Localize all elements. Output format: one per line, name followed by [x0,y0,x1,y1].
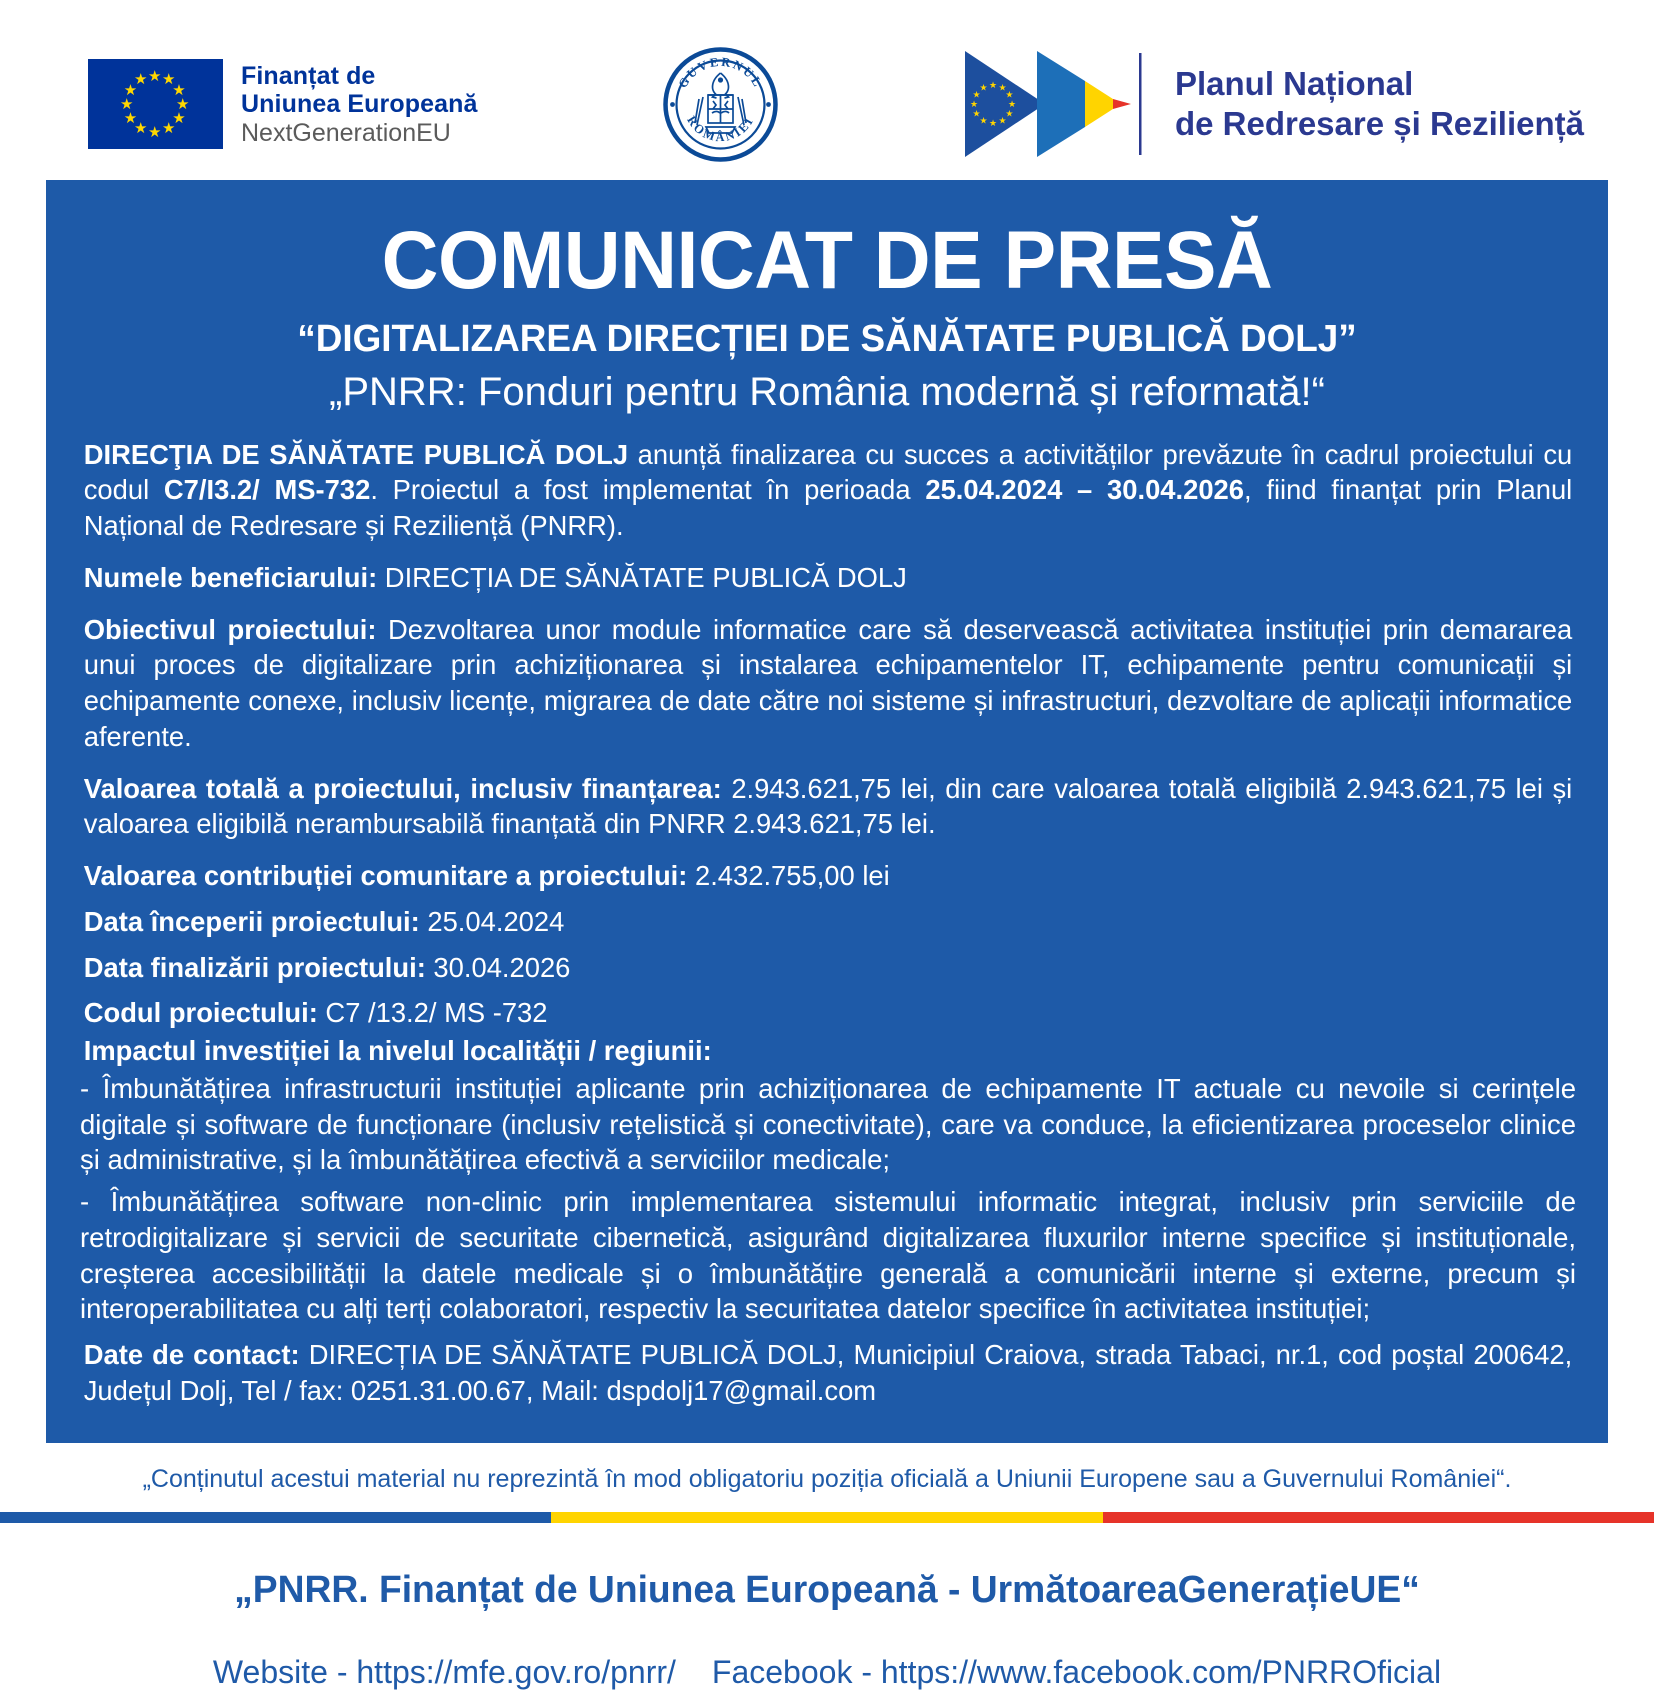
pnrr-logo-line1: Planul Național [1174,64,1414,102]
eu-logo-line2: Uniunea Europeană [241,89,478,118]
slogan-subtitle: „PNRR: Fonduri pentru România modernă și reformată!“ [329,369,1325,414]
impact-bullet-2: - Îmbunătățirea software non-clinic prin implementarea sistemului informatic integrat, inclusiv prin serviciile de retrodigitalizare și servicii de securitate cibernetică, asigurând digitalizarea fluxurilor interne specifice și instituționale, creșterea accesibilității la datele medicale și o îmbunătățire generală a comunicării interne și externe, precum și interoperabilitatea cu alți terți colaboratori, respectiv la securitatea datelor specifice în activitatea instituției; [80,1186,1576,1325]
start-date-label: Data începerii proiectului: [83,905,420,937]
community-contribution-label: Valoarea contribuției comunitare a proiectului: [83,860,688,892]
end-date-row [84,950,1573,986]
eu-star-icon: ★ [120,95,134,113]
intro-period: 25.04.2024 – 30.04.2026 [925,474,1244,506]
facebook-link[interactable]: Facebook - https://www.facebook.com/PNRROficial [711,1653,1442,1690]
eu-star-icon: ★ [162,71,176,89]
eu-star-icon: ★ [134,119,148,137]
eu-funding-logo [88,59,477,149]
community-contribution-row [84,858,1573,894]
svg-text:ROMÂNIEI: ROMÂNIEI [683,112,757,144]
tricolor-yellow [551,1512,1102,1523]
romanian-government-seal-icon [663,47,778,162]
contact-value: DIRECȚIA DE SĂNĂTATE PUBLICĂ DOLJ, Municipiul Craiova, strada Tabaci, nr.1, cod poștal 200642, Județul Dolj, Tel / fax: 0251.31.00.67, Mail: dspdolj17@gmail.com [83,1339,1573,1406]
total-value-label: Valoarea totală a proiectului, inclusiv finanțarea: [83,772,722,804]
svg-text:★: ★ [979,82,988,93]
project-code-label: Codul proiectului: [83,997,318,1029]
community-contribution-value: 2.432.755,00 lei [687,860,890,892]
beneficiary-value: DIRECȚIA DE SĂNĂTATE PUBLICĂ DOLJ [377,561,907,593]
eu-star-icon: ★ [123,109,138,127]
intro-org: DIRECŢIA DE SĂNĂTATE PUBLICĂ DOLJ [83,438,629,470]
svg-text:GUVERNUL: GUVERNUL [675,54,766,91]
project-code-row [84,995,1573,1031]
project-code-value: C7 /13.2/ MS -732 [317,997,548,1029]
start-date-value: 25.04.2024 [419,905,565,937]
eu-star-icon: ★ [148,67,162,85]
end-date-label: Data finalizării proiectului: [83,951,426,983]
svg-text:★: ★ [1005,89,1014,100]
eu-logo-text [241,62,477,147]
tricolor-red [1103,1512,1654,1523]
tricolor-blue [0,1512,551,1523]
contact-row [84,1337,1573,1409]
intro-text2: . Proiectul a fost implementat în perioada [370,474,926,506]
eu-star-icon: ★ [148,123,162,141]
objective-value: Dezvoltarea unor module informatice care să deservească activitatea instituției prin demararea unui proces de digitalizare prin achiziționarea și instalarea echipamentelor IT, echipamente pentru comunicații și echipamente conexe, inclusiv licențe, migrarea de date către noi sisteme și infrastructuri, dezvoltare de aplicații informatice aferente. [83,613,1573,752]
disclaimer-text: „Conținutul acestui material nu reprezintă în mod obligatoriu poziția oficială a Uniunii Europene sau a Guvernului României“. [142,1464,1512,1493]
eu-star-icon: ★ [176,95,190,113]
svg-text:★: ★ [988,118,998,128]
website-link[interactable]: Website - https://mfe.gov.ro/pnrr/ [212,1653,676,1690]
eu-star-icon: ★ [123,81,138,99]
total-value-value: 2.943.621,75 lei, din care valoarea totală eligibilă 2.943.621,75 lei și valoarea eligibilă nerambursabilă finanțată din PNRR 2.943.621,75 lei. [83,772,1573,840]
page-title: COMUNICAT DE PRESĂ [381,215,1273,306]
pnrr-logo-line2: de Redresare și Reziliență [1174,105,1584,142]
intro-text3: , fiind finanțat prin Planul Național de Redresare și Reziliență (PNRR). [83,474,1573,542]
impact-label: Impactul investiției la nivelul localității / regiunii: [83,1035,712,1067]
announcement-panel [46,180,1608,1443]
end-date-value: 30.04.2026 [425,951,571,983]
footer-links [0,1654,1654,1691]
intro-text1: anunță finalizarea cu succes a activităților prevăzute în cadrul proiectului cu codul [83,438,1573,506]
logo-header [0,0,1654,180]
eu-star-icon: ★ [172,109,186,127]
svg-text:★: ★ [979,115,988,126]
intro-code: C7/I3.2/ MS-732 [163,474,371,506]
project-name-subtitle: “DIGITALIZAREA DIRECȚIEI DE SĂNĂTATE PUBLICĂ DOLJ” [297,318,1357,360]
start-date-row [84,904,1573,940]
pnrr-logo [963,49,1584,159]
intro-paragraph [84,437,1573,544]
objective-label: Obiectivul proiectului: [83,613,377,645]
svg-text:★: ★ [1005,108,1014,119]
svg-text:★: ★ [969,99,979,109]
objective-row [84,612,1573,755]
footer-title: „PNRR. Finanțat de Uniunea Europeană - UrmătoareaGenerațieUE“ [234,1568,1420,1611]
beneficiary-label: Numele beneficiarului: [83,561,378,593]
impact-heading [84,1033,1573,1069]
svg-text:★: ★ [998,82,1007,93]
beneficiary-row [84,560,1573,596]
eu-star-icon: ★ [162,119,176,137]
eu-logo-line3: NextGenerationEU [241,118,451,147]
eu-flag-icon [88,59,223,149]
contact-label: Date de contact: [83,1339,300,1371]
svg-text:★: ★ [988,80,998,90]
svg-text:★: ★ [998,115,1007,126]
svg-text:★: ★ [972,89,981,100]
svg-text:★: ★ [972,108,981,119]
panel-body [46,437,1608,1409]
eu-star-icon: ★ [134,71,148,89]
svg-text:★: ★ [1007,99,1017,109]
romanian-tricolor-divider [0,1512,1654,1523]
impact-bullet-1: - Îmbunătățirea infrastructurii instituției aplicante prin achiziționarea de echipamente IT actuale cu nevoile si cerințele digitale și software de funcționare (inclusiv rețelistică și conectivitate), care va conduce, la eficientizarea proceselor clinice și administrative, și la îmbunătățirea efectivă a serviciilor medicale; [80,1072,1576,1176]
eu-star-icon: ★ [172,81,186,99]
total-value-row [84,771,1573,843]
eu-logo-line1: Finanțat de [241,61,376,90]
pnrr-arrows-icon [963,49,1153,159]
pnrr-logo-text [1175,64,1584,145]
